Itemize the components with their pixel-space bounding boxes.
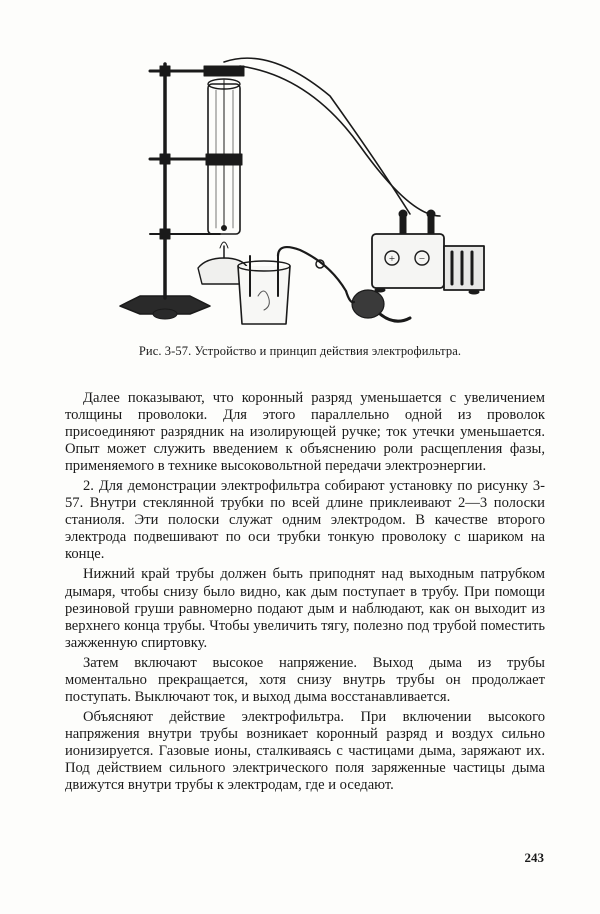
hv-source-foot-1 [375,288,385,292]
figure-caption-text: Устройство и принцип действия электрофильтра. [194,344,462,358]
paragraph-5: Объясняют действие электрофильтра. При включении высокого напряжения внутри трубы возникает коронный разряд и воздух сильно ионизируется. Газовые ионы, сталкиваясь с частицами дыма, заряжают их. Под действием сильного электрического поля заряженные частицы дыма движутся внутри трубы к электродам, где и оседают. [65,708,545,794]
paragraph-2: 2. Для демонстрации электрофильтра собирают установку по рисунку 3-57. Внутри стеклянной трубки по всей длине приклеивают 2—3 полоски станиоля. Эти полоски служат одним электродом. В качестве второго электрода подвешивают по оси трубки тонкую проволоку с шариком на конце. [65,478,545,563]
tube-holder-middle [206,154,242,165]
stand-clamp-block-lower [160,229,170,239]
electrofilter-illustration [110,56,500,338]
paragraph-3: Нижний край трубы должен быть приподнят над выходным патрубком дымаря, чтобы снизу было видно, как дым поступает в трубу. При помощи резиновой груши равномерно подают дым и наблюдают, как он выходит из верхнего конца трубы. Чтобы увеличить тягу, полезно под трубой поместить зажженную спиртовку. [65,566,545,651]
body-text [65,390,545,794]
paragraph-4: Затем включают высокое напряжение. Выход дыма из трубы моментально прекращается, хотя снизу внутрь трубы он продолжает поступать. Выключают ток, и выход дыма восстанавливается. [65,654,545,705]
hv-wire-2 [240,66,440,216]
hv-minus-symbol: − [418,253,426,265]
hv-source-box [372,234,444,288]
stand-clamp-block-middle [160,154,170,164]
smoke-beaker [238,266,290,324]
hv-source-side [444,246,484,290]
hv-plus-symbol: + [388,253,396,265]
page-number: 243 [524,850,544,865]
hv-source-foot-2 [469,290,479,294]
hv-switch-1 [400,216,406,234]
hv-knob-1 [399,210,407,218]
stand-base-foot [153,309,177,319]
stand-clamp-block-top [160,66,170,76]
wire-ball [222,226,227,231]
figure-caption-label: Рис. 3-57. [138,344,192,358]
hv-switch-2 [428,216,434,234]
rubber-bulb-tail [380,314,410,321]
figure-electrofilter [110,56,500,338]
paragraph-1: Далее показывают, что коронный разряд уменьшается с увеличением толщины проволоки. Для этого параллельно одной из проволок присоединяют разрядник на изолирующей ручке; ток утечки уменьшается. Опыт может служить введением к объяснению роли расщепления фазы, применяемого в технике высоковольтной передачи электроэнергии. [65,390,545,475]
hv-wire-1 [224,58,410,214]
figure-caption [0,344,600,359]
hv-knob-2 [427,210,435,218]
tube-holder-top [204,66,244,76]
